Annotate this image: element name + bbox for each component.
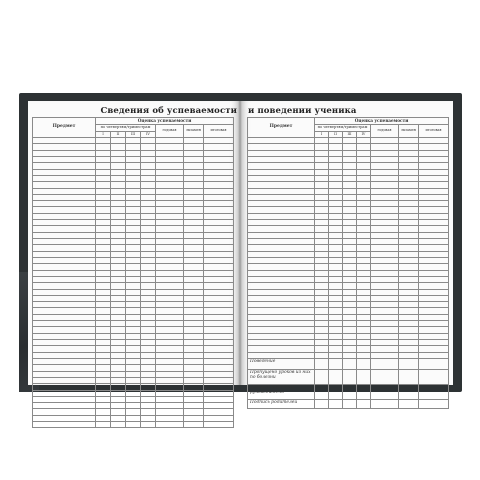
quarter-header: II	[329, 132, 343, 138]
parent-signature-row-label: Подпись родителей	[248, 399, 315, 408]
quarter-header: IV	[357, 132, 371, 138]
final-header: итоговая	[419, 125, 449, 138]
subject-header: Предмет	[248, 118, 315, 138]
exam-header: экзамен	[184, 125, 204, 138]
quarter-header: II	[111, 132, 126, 138]
table-body-right	[248, 138, 449, 359]
grades-table-left	[32, 117, 234, 428]
periods-header: по четвертям/триместрам	[96, 125, 156, 132]
annual-header: годовая	[371, 125, 399, 138]
table-footer-right	[248, 358, 449, 408]
page-title-left: Сведения об успеваемости	[100, 106, 237, 116]
grades-group-header: Оценка успеваемости	[315, 118, 449, 125]
table-row	[33, 422, 234, 428]
behavior-row-label: Поведение	[248, 358, 315, 369]
page-title-right: и поведении ученика	[248, 106, 357, 116]
exam-header: экзамен	[399, 125, 419, 138]
table-body-left	[33, 138, 234, 428]
quarter-header: I	[96, 132, 111, 138]
table-header-right	[248, 118, 449, 138]
table-header-left	[33, 118, 234, 138]
quarter-header: III	[126, 132, 141, 138]
grades-group-header: Оценка успеваемости	[96, 118, 234, 125]
book-gutter	[238, 101, 242, 385]
subject-header: Предмет	[33, 118, 96, 138]
quarter-header: III	[343, 132, 357, 138]
teacher-signature-row-label: Подпись классного руководителя	[248, 384, 315, 399]
periods-header: по четвертям/триместрам	[315, 125, 371, 132]
quarter-header: IV	[141, 132, 156, 138]
annual-header: годовая	[156, 125, 184, 138]
grades-table-right	[247, 117, 449, 409]
absences-row-label: Пропущено уроков из них по болезни	[248, 369, 315, 384]
final-header: итоговая	[204, 125, 234, 138]
quarter-header: I	[315, 132, 329, 138]
